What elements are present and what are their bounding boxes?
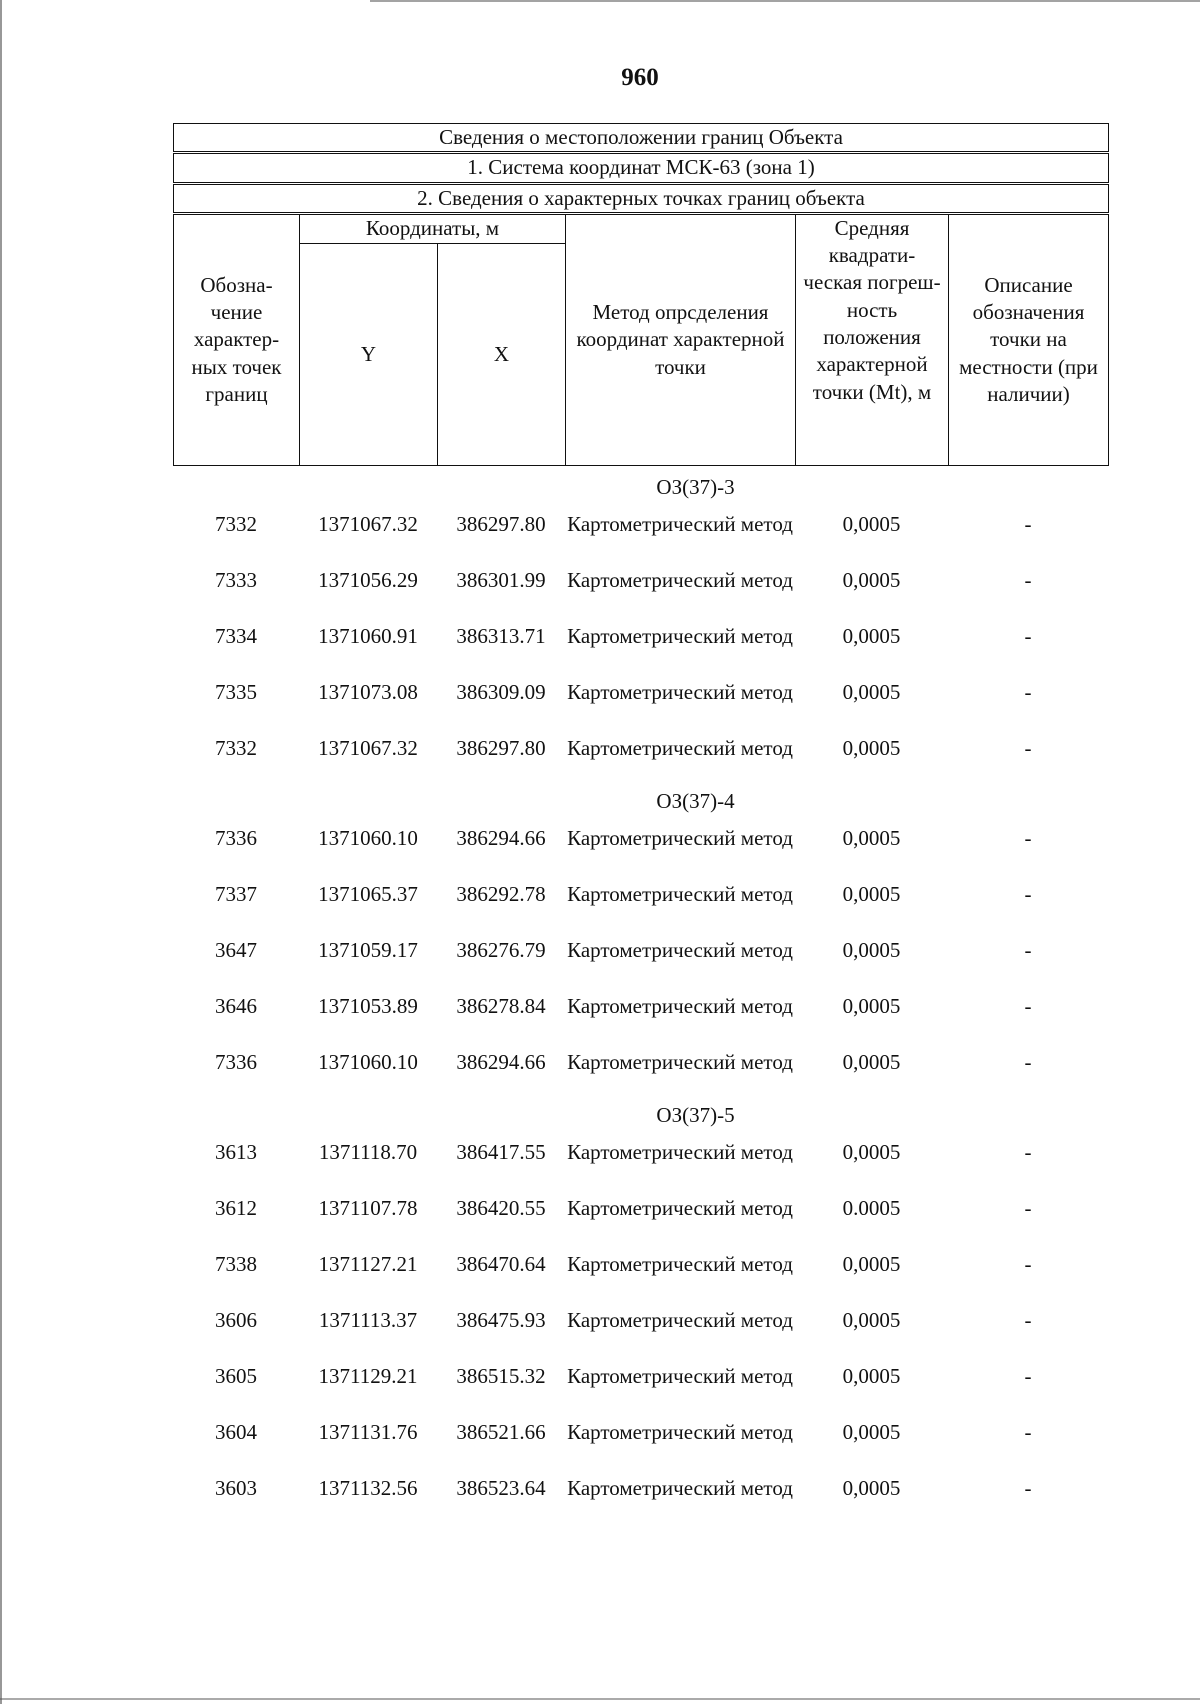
description: - xyxy=(1024,568,1032,592)
header-row-characteristic-points: 2. Сведения о характерных точках границ объекта xyxy=(174,183,1109,213)
point-id: 7336 xyxy=(215,1050,257,1074)
table-row xyxy=(173,504,1108,560)
mt-value: 0,0005 xyxy=(842,938,901,962)
method: Картометрический метод xyxy=(567,1140,793,1164)
mt-value: 0,0005 xyxy=(842,1420,901,1444)
scan-edge-left xyxy=(0,0,2,1704)
table-row xyxy=(173,1244,1108,1300)
mt-value: 0,0005 xyxy=(842,736,901,760)
description: - xyxy=(1024,994,1032,1018)
description: - xyxy=(1024,1420,1032,1444)
group-title: ОЗ(37)-4 xyxy=(656,789,735,813)
description: - xyxy=(1024,826,1032,850)
coord-x: 386292.78 xyxy=(456,882,546,906)
point-id: 7337 xyxy=(215,882,257,906)
method: Картометрический метод xyxy=(567,736,793,760)
description: - xyxy=(1024,1196,1032,1220)
coord-y: 1371067.32 xyxy=(318,736,418,760)
coord-x: 386313.71 xyxy=(456,624,546,648)
column-header-x: X xyxy=(438,243,566,465)
method: Картометрический метод xyxy=(567,680,793,704)
coord-y: 1371073.08 xyxy=(318,680,418,704)
description: - xyxy=(1024,1140,1032,1164)
method: Картометрический метод xyxy=(567,624,793,648)
coord-y: 1371060.10 xyxy=(318,826,418,850)
mt-value: 0,0005 xyxy=(842,826,901,850)
coord-y: 1371060.91 xyxy=(318,624,418,648)
point-id: 3612 xyxy=(215,1196,257,1220)
mt-value: 0,0005 xyxy=(842,1252,901,1276)
point-id: 3646 xyxy=(215,994,257,1018)
description: - xyxy=(1024,736,1032,760)
method: Картометрический метод xyxy=(567,994,793,1018)
header-row-coordinate-system: 1. Система координат МСК-63 (зона 1) xyxy=(174,153,1109,183)
scan-edge-top xyxy=(370,0,1200,2)
table-row xyxy=(173,1132,1108,1188)
coord-x: 386417.55 xyxy=(456,1140,546,1164)
column-header-coordinates: Координаты, м xyxy=(300,213,566,243)
mt-value: 0,0005 xyxy=(842,680,901,704)
points-list xyxy=(173,470,1108,1524)
coord-x: 386276.79 xyxy=(456,938,546,962)
coord-x: 386294.66 xyxy=(456,1050,546,1074)
description: - xyxy=(1024,624,1032,648)
method: Картометрический метод xyxy=(567,1050,793,1074)
method: Картометрический метод xyxy=(567,826,793,850)
description: - xyxy=(1024,882,1032,906)
coord-y: 1371053.89 xyxy=(318,994,418,1018)
point-id: 7334 xyxy=(215,624,257,648)
column-header-mt: Средняя квадрати-ческая погреш-ность положения характерной точки (Mt), м xyxy=(796,213,949,465)
mt-value: 0,0005 xyxy=(842,624,901,648)
description: - xyxy=(1024,1252,1032,1276)
method: Картометрический метод xyxy=(567,882,793,906)
point-id: 7338 xyxy=(215,1252,257,1276)
mt-value: 0,0005 xyxy=(842,568,901,592)
description: - xyxy=(1024,1050,1032,1074)
method: Картометрический метод xyxy=(567,938,793,962)
table-row xyxy=(173,560,1108,616)
coord-x: 386309.09 xyxy=(456,680,546,704)
page-number: 960 xyxy=(621,64,659,91)
mt-value: 0,0005 xyxy=(842,882,901,906)
mt-value: 0,0005 xyxy=(842,1308,901,1332)
point-id: 3603 xyxy=(215,1476,257,1500)
mt-value: 0,0005 xyxy=(842,1476,901,1500)
coord-x: 386470.64 xyxy=(456,1252,546,1276)
coord-y: 1371127.21 xyxy=(318,1252,418,1276)
coord-x: 386523.64 xyxy=(456,1476,546,1500)
mt-value: 0,0005 xyxy=(842,1364,901,1388)
coord-y: 1371056.29 xyxy=(318,568,418,592)
column-header-y: Y xyxy=(300,243,438,465)
coord-x: 386521.66 xyxy=(456,1420,546,1444)
coord-x: 386420.55 xyxy=(456,1196,546,1220)
point-id: 7332 xyxy=(215,736,257,760)
table-row xyxy=(173,1468,1108,1524)
header-row-objects: Сведения о местоположении границ Объекта xyxy=(174,124,1109,153)
coord-x: 386297.80 xyxy=(456,736,546,760)
column-header-description: Описание обозначения точки на местности (при наличии) xyxy=(949,213,1109,465)
table-row xyxy=(173,1188,1108,1244)
point-id: 7335 xyxy=(215,680,257,704)
table-row xyxy=(173,1412,1108,1468)
group-title: ОЗ(37)-3 xyxy=(656,475,735,499)
mt-value: 0,0005 xyxy=(842,512,901,536)
method: Картометрический метод xyxy=(567,1196,793,1220)
point-group xyxy=(173,470,1108,784)
point-id: 7332 xyxy=(215,512,257,536)
column-header-designation: Обозна-чение характер-ных точек границ xyxy=(174,213,300,465)
point-group xyxy=(173,1098,1108,1524)
coord-x: 386294.66 xyxy=(456,826,546,850)
table-row xyxy=(173,818,1108,874)
coord-y: 1371129.21 xyxy=(318,1364,418,1388)
coord-x: 386278.84 xyxy=(456,994,546,1018)
coord-y: 1371113.37 xyxy=(318,1308,418,1332)
description: - xyxy=(1024,938,1032,962)
mt-value: 0.0005 xyxy=(842,1196,901,1220)
method: Картометрический метод xyxy=(567,1420,793,1444)
point-id: 7336 xyxy=(215,826,257,850)
description: - xyxy=(1024,1364,1032,1388)
point-id: 7333 xyxy=(215,568,257,592)
point-id: 3604 xyxy=(215,1420,257,1444)
description: - xyxy=(1024,1476,1032,1500)
coord-x: 386515.32 xyxy=(456,1364,546,1388)
header-table xyxy=(173,123,1109,466)
table-row xyxy=(173,728,1108,784)
method: Картометрический метод xyxy=(567,1476,793,1500)
point-group xyxy=(173,784,1108,1098)
point-id: 3647 xyxy=(215,938,257,962)
coord-y: 1371067.32 xyxy=(318,512,418,536)
description: - xyxy=(1024,1308,1032,1332)
table-row xyxy=(173,616,1108,672)
coord-x: 386301.99 xyxy=(456,568,546,592)
coord-y: 1371060.10 xyxy=(318,1050,418,1074)
coord-y: 1371107.78 xyxy=(318,1196,418,1220)
column-header-method: Метод опрсделения координат характерной точки xyxy=(566,213,796,465)
mt-value: 0,0005 xyxy=(842,994,901,1018)
scan-edge-bottom xyxy=(0,1698,1200,1700)
point-id: 3606 xyxy=(215,1308,257,1332)
coord-x: 386297.80 xyxy=(456,512,546,536)
coord-y: 1371065.37 xyxy=(318,882,418,906)
point-id: 3613 xyxy=(215,1140,257,1164)
group-title: ОЗ(37)-5 xyxy=(656,1103,735,1127)
table-row xyxy=(173,930,1108,986)
point-id: 3605 xyxy=(215,1364,257,1388)
coord-y: 1371132.56 xyxy=(318,1476,418,1500)
method: Картометрический метод xyxy=(567,1308,793,1332)
table-row xyxy=(173,672,1108,728)
table-row xyxy=(173,1042,1108,1098)
mt-value: 0,0005 xyxy=(842,1140,901,1164)
method: Картометрический метод xyxy=(567,1364,793,1388)
coord-y: 1371059.17 xyxy=(318,938,418,962)
coord-y: 1371118.70 xyxy=(318,1140,418,1164)
method: Картометрический метод xyxy=(567,512,793,536)
table-row xyxy=(173,874,1108,930)
table-row xyxy=(173,1300,1108,1356)
method: Картометрический метод xyxy=(567,1252,793,1276)
mt-value: 0,0005 xyxy=(842,1050,901,1074)
method: Картометрический метод xyxy=(567,568,793,592)
table-row xyxy=(173,986,1108,1042)
table-row xyxy=(173,1356,1108,1412)
description: - xyxy=(1024,512,1032,536)
description: - xyxy=(1024,680,1032,704)
coord-y: 1371131.76 xyxy=(318,1420,418,1444)
coord-x: 386475.93 xyxy=(456,1308,546,1332)
